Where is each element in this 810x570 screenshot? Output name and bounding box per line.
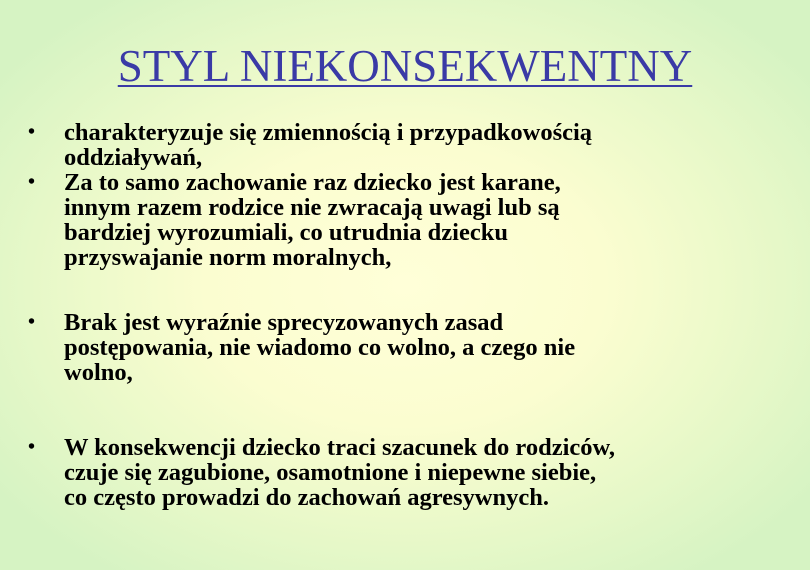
text-line: innym razem rodzice nie zwracają uwagi lub są	[64, 194, 560, 221]
text-line: czuje się zagubione, osamotnione i niepewne siebie,	[64, 459, 597, 486]
text-line: W konsekwencji dziecko traci szacunek do rodziców,	[64, 434, 616, 461]
bullet-item-3	[26, 310, 796, 385]
slide-title: STYL NIEKONSEKWENTNY	[117, 41, 693, 91]
text-line: co często prowadzi do zachowań agresywnych.	[64, 484, 549, 511]
text-line: Brak jest wyraźnie sprecyzowanych zasad	[64, 309, 504, 336]
bullet-text	[64, 435, 796, 510]
text-line: postępowania, nie wiadomo co wolno, a czego nie	[64, 334, 576, 361]
text-line: oddziaływań,	[64, 144, 203, 171]
text-line: charakteryzuje się zmiennością i przypadkowością	[64, 119, 593, 146]
bullet-item-4	[26, 435, 796, 510]
bullet-item-2	[26, 170, 796, 270]
bullet-marker: •	[28, 121, 36, 143]
bullet-marker: •	[28, 171, 36, 193]
bullet-text	[64, 310, 796, 385]
text-line: wolno,	[64, 359, 133, 386]
bullet-marker: •	[28, 436, 36, 458]
bullet-text	[64, 170, 796, 270]
text-line: bardziej wyrozumiali, co utrudnia dziecku	[64, 219, 508, 246]
text-line: przyswajanie norm moralnych,	[64, 244, 392, 271]
text-line: Za to samo zachowanie raz dziecko jest karane,	[64, 169, 561, 196]
bullet-item-1	[26, 120, 796, 170]
bullet-list	[26, 120, 796, 510]
bullet-text	[64, 120, 796, 170]
bullet-marker: •	[28, 311, 36, 333]
